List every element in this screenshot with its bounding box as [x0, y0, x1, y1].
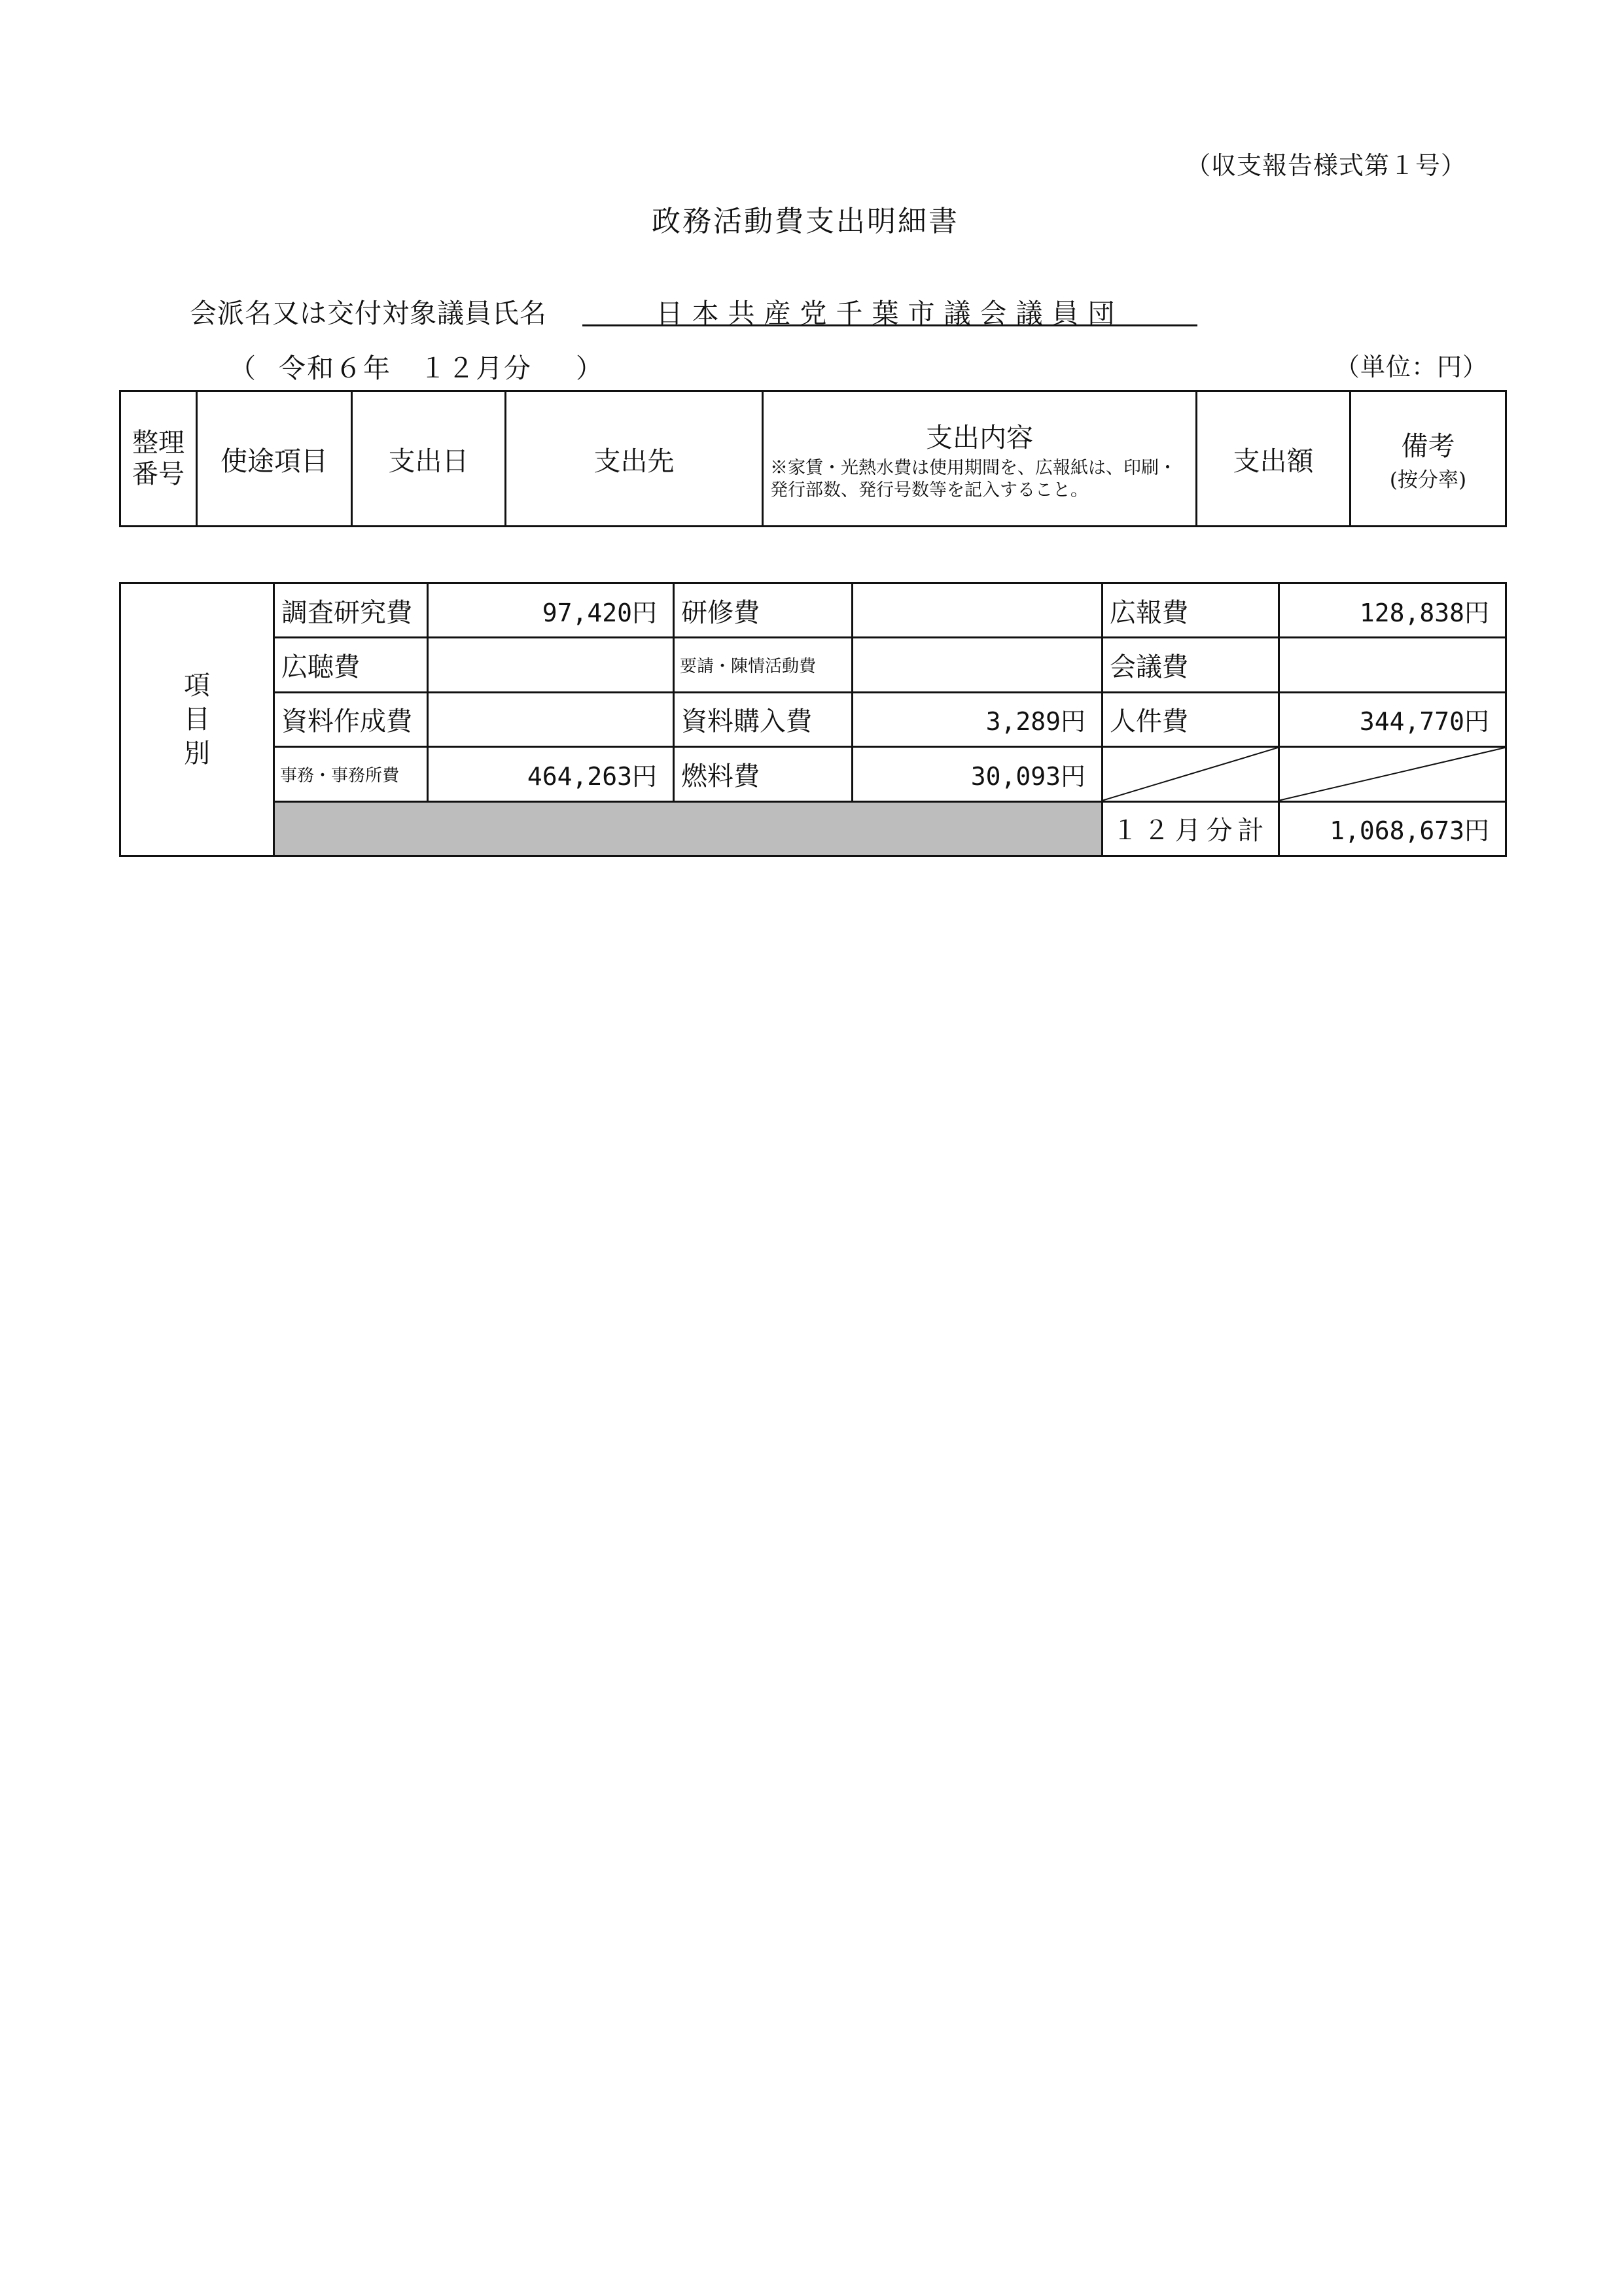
header-date: 支出日: [352, 391, 506, 527]
unit-label: （単位：円）: [1335, 353, 1489, 381]
category-amount: 128,838円: [1279, 583, 1506, 638]
category-amount: [428, 638, 674, 692]
category-amount: 97,420円: [428, 583, 674, 638]
faction-underline: [582, 324, 1197, 326]
faction-label: 会派名又は交付対象議員氏名: [190, 298, 547, 329]
category-label: 資料購入費: [674, 692, 853, 746]
crossed-out-cell: [1103, 747, 1279, 801]
category-amount: [853, 583, 1103, 638]
form-number: （収支報告様式第１号）: [1186, 151, 1467, 180]
category-amount: 3,289円: [853, 692, 1103, 746]
category-side-label: [120, 583, 274, 856]
category-label: 調査研究費: [274, 583, 428, 638]
faction-name: 日本共産党千葉市議会議員団: [656, 298, 1124, 329]
header-payee: 支出先: [506, 391, 763, 527]
category-amount: 344,770円: [1279, 692, 1506, 746]
summary-row: [120, 692, 1506, 746]
summary-row: [120, 747, 1506, 801]
header-remarks: [1350, 391, 1506, 527]
report-period: 令和６年 １２月分: [279, 353, 532, 384]
category-label: 会議費: [1103, 638, 1279, 692]
expense-header-table: [119, 390, 1507, 527]
total-amount: 1,068,673円: [1279, 801, 1506, 856]
header-number: [120, 391, 197, 527]
category-amount: [853, 638, 1103, 692]
side-label-char: 別: [184, 739, 210, 769]
category-amount: [1279, 638, 1506, 692]
category-label: 要請・陳情活動費: [674, 638, 853, 692]
category-summary-table: [119, 582, 1507, 857]
category-amount: 464,263円: [428, 747, 674, 801]
side-label-char: 目: [184, 704, 210, 735]
summary-total-row: [120, 801, 1506, 856]
shaded-blank-area: [274, 801, 1103, 856]
category-label: 研修費: [674, 583, 853, 638]
category-label: 資料作成費: [274, 692, 428, 746]
header-content: [763, 391, 1197, 527]
category-label: 燃料費: [674, 747, 853, 801]
category-label: 広報費: [1103, 583, 1279, 638]
side-label-char: 項: [184, 670, 210, 701]
header-amount: 支出額: [1197, 391, 1350, 527]
category-label: 広聴費: [274, 638, 428, 692]
category-label: 事務・事務所費: [274, 747, 428, 801]
diagonal-line: [1103, 748, 1278, 800]
document-title: 政務活動費支出明細書: [652, 205, 959, 238]
header-number-line1: 整理: [132, 428, 185, 458]
category-label: 人件費: [1103, 692, 1279, 746]
crossed-out-cell: [1279, 747, 1506, 801]
diagonal-line: [1280, 748, 1505, 800]
header-purpose: 使途項目: [197, 391, 352, 527]
category-amount: [428, 692, 674, 746]
period-close-paren: ）: [576, 353, 603, 384]
header-content-title: 支出内容: [926, 421, 1033, 453]
category-amount: 30,093円: [853, 747, 1103, 801]
header-remarks-sub: (按分率): [1389, 468, 1467, 492]
total-label: １２月分計: [1103, 801, 1279, 856]
summary-row: [120, 583, 1506, 638]
summary-row: [120, 638, 1506, 692]
header-content-note: ※家賃・光熱水費は使用期間を、広報紙は、印刷・発行部数、発行号数等を記入すること。: [770, 457, 1176, 500]
header-row: [120, 391, 1506, 527]
header-remarks-title: 備考: [1401, 430, 1455, 462]
header-number-line2: 番号: [132, 459, 185, 489]
period-open-paren: （: [229, 353, 256, 384]
